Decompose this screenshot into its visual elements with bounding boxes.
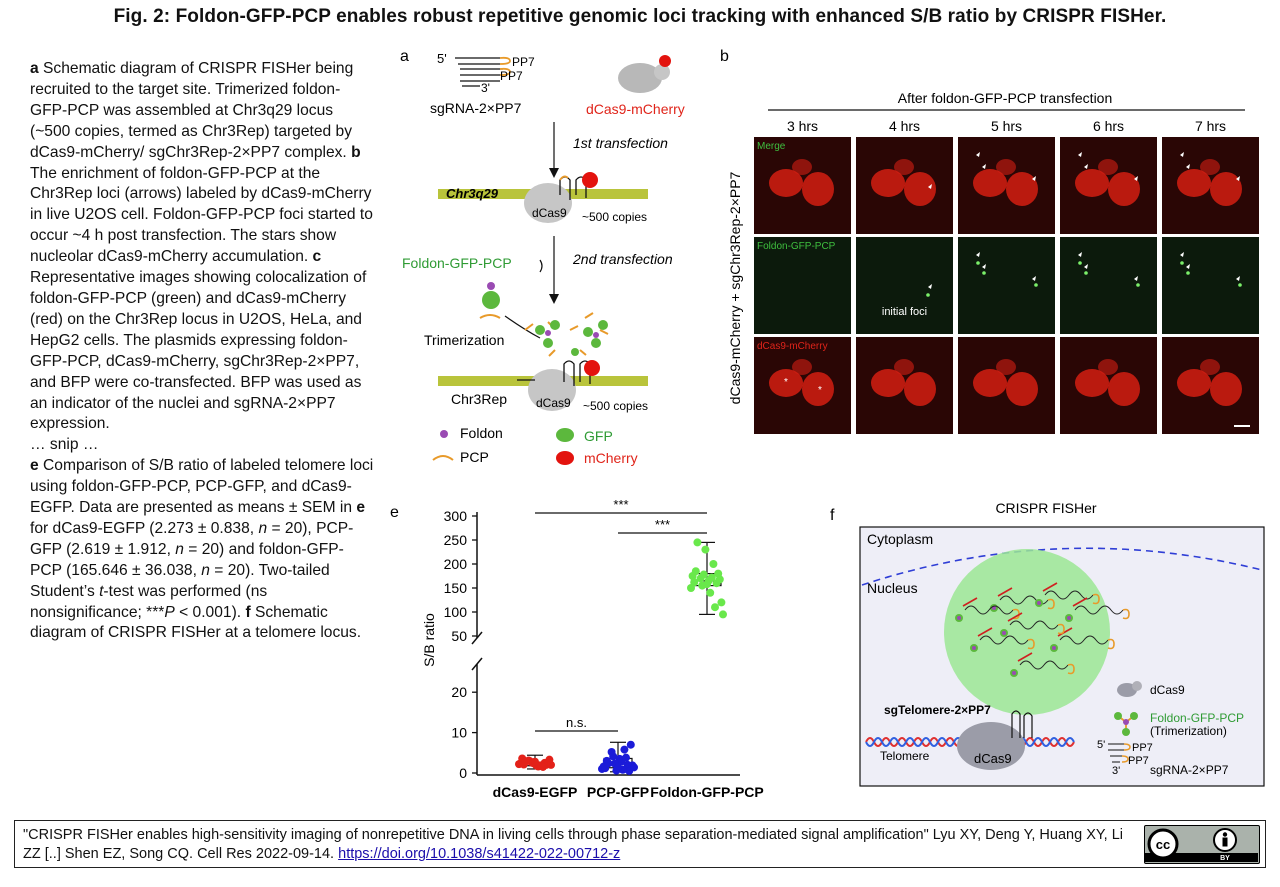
y-tick-label: 0 (459, 765, 467, 781)
bracket (540, 260, 542, 272)
panel-b-label: b (720, 48, 729, 65)
micrograph-tile (1162, 337, 1259, 434)
tile-bg (1060, 237, 1157, 334)
data-point (630, 763, 638, 771)
f-pp7-2: PP7 (1128, 755, 1149, 767)
initial-foci-label: initial foci (881, 306, 928, 318)
y-tick-label: 150 (443, 580, 467, 596)
gfp-focus (982, 271, 986, 275)
second-transfection-label: 2nd transfection (573, 251, 673, 267)
mcherry-bound-1 (582, 172, 598, 188)
data-point (620, 746, 628, 754)
nucleus-blob (1108, 172, 1140, 206)
arrow-trim (505, 316, 540, 338)
legend-inline-e: e (356, 499, 366, 517)
legend-label-e: e (30, 457, 39, 475)
nucleus-blob (1210, 172, 1242, 206)
panel-a (400, 48, 685, 466)
data-point (709, 560, 717, 568)
data-point (539, 763, 547, 771)
panel-f-title: CRISPR FISHer (995, 500, 1097, 516)
significance-label: *** (613, 497, 629, 512)
micrograph-tile (856, 137, 953, 234)
legend-text-e3: = 20), PCP-GFP (2.619 ± 1.912, (30, 519, 354, 558)
row-label-merge: Merge (757, 141, 786, 152)
data-point (622, 754, 630, 762)
gfp-focus (926, 293, 930, 297)
gfp-focus (1084, 271, 1088, 275)
dcas9-inner-label: dCas9 (974, 751, 1012, 766)
sgrna-label: sgRNA-2×PP7 (430, 100, 522, 116)
f-pp7-1: PP7 (1132, 742, 1153, 754)
copies-label-1: ~500 copies (582, 210, 648, 224)
y-tick-label: 250 (443, 532, 467, 548)
tile-bg (856, 237, 953, 334)
sb-ratio-chart (444, 497, 764, 800)
foldon-node (1037, 601, 1041, 605)
micrograph-tile (1162, 137, 1259, 234)
data-point (700, 571, 708, 579)
micrograph-tile (1060, 237, 1157, 334)
panel-b-header: After foldon-GFP-PCP transfection (897, 90, 1113, 106)
nucleolar-star: * (818, 385, 822, 396)
legend-text-a: Schematic diagram of CRISPR FISHer being recruited to the target site. Trimerized foldon-GFP-PCP was assembled at Chr3q29 locus (~500 copies, termed as Chr3Rep) targeted by dCas9-mCherry/ sgChr3Rep-2×PP7 complex. (30, 60, 354, 161)
nucleus-blob (1200, 159, 1220, 175)
legend-text-e6: -test was performed (ns nonsignificance; *** (30, 582, 268, 621)
time-label: 6 hrs (1092, 118, 1125, 134)
y-tick-label: 10 (451, 724, 467, 741)
y-tick-label: 20 (451, 684, 467, 701)
nucleus-label: Nucleus (867, 580, 918, 596)
legend-dcas9: dCas9 (1150, 683, 1185, 697)
data-point (693, 538, 701, 546)
by-text: BY (1220, 855, 1230, 862)
dcas9-label-1: dCas9 (532, 206, 567, 220)
micrograph-tile (1162, 237, 1259, 334)
row-label-mcherry: dCas9-mCherry (757, 341, 828, 352)
significance-label: *** (654, 517, 671, 532)
foldon-node (1067, 616, 1071, 620)
chr3rep-label: Chr3Rep (451, 391, 508, 407)
legend-text-b: The enrichment of foldon-GFP-PCP at the Chr3Rep loci (arrows) labeled by dCas9-mCherry in live U2OS cell. Foldon-GFP-PCP foci started to occur ~4 h post transfection. The stars show nucleolar dCas9-mCherry accumulation. (30, 164, 373, 266)
nucleus-blob (904, 372, 936, 406)
trimerization-label: Trimerization (424, 332, 505, 348)
data-point (719, 610, 727, 618)
legend-text-e5: = 20). Two-tailed Student’s (30, 561, 330, 600)
nucleus-blob (1108, 372, 1140, 406)
gfp-dot (482, 291, 500, 309)
arrow-1-head (549, 168, 559, 178)
legend-text-c: Representative images showing colocalization of foldon-GFP-PCP (green) and dCas9-mCherry (red) on the Chr3Rep locus in U2OS, HeLa, and HepG2 cells. The plasmids expressing foldon-GFP-PCP, dCas9-mCherry, sgChr3Rep-2×PP7, and BFP were co-transfected. BFP was used as an indicator of the nuclei and sgRNA-2×PP7 expression. (30, 269, 367, 433)
time-label: 4 hrs (888, 118, 921, 134)
legend-label-f: f (245, 603, 251, 621)
micrograph-tile (754, 137, 851, 234)
data-point (716, 575, 724, 583)
telomere-label: Telomere (880, 749, 930, 763)
row-label-gfp: Foldon-GFP-PCP (757, 241, 836, 252)
x-tick-label: PCP-GFP (586, 784, 650, 800)
legend-foldon-icon (440, 430, 448, 438)
y-tick-label: 300 (443, 508, 467, 524)
citation (23, 826, 1133, 864)
nucleus-blob (894, 359, 914, 375)
first-transfection-label: 1st transfection (573, 135, 668, 151)
foldon-node (1052, 646, 1056, 650)
cc-by-license-badge[interactable] (1144, 825, 1260, 864)
sgrna-three-prime: 3' (481, 81, 490, 95)
data-point (547, 761, 555, 769)
y-tick-label: 50 (451, 628, 467, 644)
nucleus-blob (802, 172, 834, 206)
legend-P: P (164, 603, 175, 621)
panel-b-side-label: dCas9-mCherry + sgChr3Rep-2×PP7 (727, 171, 743, 405)
tile-bg (1162, 237, 1259, 334)
by-person-body (1223, 838, 1228, 847)
foldon-gfp-pcp-label: Foldon-GFP-PCP (402, 255, 512, 271)
micrograph-tile (958, 237, 1055, 334)
panel-e (390, 497, 764, 800)
nucleus-blob (1200, 359, 1220, 375)
legend-label-c: c (312, 248, 322, 266)
time-labels (787, 118, 1226, 134)
micrograph-tile (754, 237, 851, 334)
nucleolar-star: * (784, 377, 788, 388)
nucleus-blob (792, 159, 812, 175)
y-axis-label: S/B ratio (421, 613, 437, 667)
data-point (692, 567, 700, 575)
legend-n2: n (175, 540, 184, 558)
dcas9-mcherry-label: dCas9-mCherry (586, 101, 685, 117)
f-five-prime: 5' (1097, 739, 1106, 751)
micrograph-tile (1060, 137, 1157, 234)
legend-mcherry-icon (556, 451, 574, 465)
legend-pcp: PCP (460, 449, 489, 465)
legend-text-e1: Comparison of S/B ratio of labeled telomere loci using foldon-GFP-PCP, PCP-GFP, and dCas9-EGFP. Data are presented as means ± SEM in (30, 457, 374, 517)
significance-label: n.s. (566, 715, 587, 730)
legend-text-e2: for dCas9-EGFP (2.273 ± 0.838, (30, 519, 259, 537)
foldon-node (1012, 671, 1016, 675)
legend-gfp: GFP (584, 428, 613, 444)
y-tick-label: 200 (443, 556, 467, 572)
y-tick-label: 100 (443, 604, 467, 620)
legend-foldon: Foldon (460, 425, 503, 441)
data-point (604, 759, 612, 767)
nucleus-blob (1098, 159, 1118, 175)
dcas9-label-2: dCas9 (536, 396, 571, 410)
nucleus-blob (792, 359, 812, 375)
data-point (690, 578, 698, 586)
micrograph-tile (1060, 337, 1157, 434)
data-point (703, 580, 711, 588)
time-label: 5 hrs (990, 118, 1023, 134)
foldon-dot (487, 282, 495, 290)
mcherry-bound-2 (584, 360, 600, 376)
pp7-label-1: PP7 (512, 55, 535, 69)
citation-footer (14, 820, 1266, 868)
legend-t: t (99, 582, 104, 600)
data-point (627, 741, 635, 749)
legend-mcherry: mCherry (584, 450, 638, 466)
micrograph-tile (856, 237, 953, 334)
legend-dcas9-lobe (1132, 681, 1142, 691)
pp7-label-2: PP7 (500, 69, 523, 83)
legend-trim-f: (Trimerization) (1150, 724, 1227, 738)
trimer-cluster (525, 313, 608, 356)
time-label: 7 hrs (1194, 118, 1227, 134)
sgrna-five-prime: 5' (437, 51, 447, 66)
data-point (531, 758, 539, 766)
nucleus-blob (1006, 372, 1038, 406)
by-person-head (1223, 832, 1227, 836)
cc-badge-svg (1145, 826, 1258, 862)
data-point (711, 603, 719, 611)
data-point (706, 589, 714, 597)
nucleus-blob (996, 159, 1016, 175)
nucleus-blob (894, 159, 914, 175)
micrograph-tile (958, 137, 1055, 234)
cytoplasm-label: Cytoplasm (867, 531, 934, 547)
micrograph-tile (754, 337, 851, 434)
arrow-2-head (549, 294, 559, 304)
gfp-focus (1136, 283, 1140, 287)
micrograph-tile (958, 337, 1055, 434)
foldon-node (957, 616, 961, 620)
foldon-node (972, 646, 976, 650)
mcherry-dot (659, 55, 671, 67)
nucleus-blob (996, 359, 1016, 375)
figure-title: Fig. 2: Foldon-GFP-PCP enables robust repetitive genomic loci tracking with enhanced S/B ratio by CRISPR FISHer. (113, 6, 1167, 27)
sgtelomere-label: sgTelomere-2×PP7 (884, 703, 991, 717)
tile-bg (958, 237, 1055, 334)
doi-link[interactable]: https://doi.org/10.1038/s41422-022-00712-z (338, 846, 621, 862)
microscopy-grid (754, 137, 1259, 434)
gfp-focus (976, 261, 980, 265)
legend-text-e4: = 20) and foldon-GFP-PCP (165.646 ± 36.038, (30, 540, 344, 579)
panel-e-label: e (390, 504, 399, 521)
legend-label-a: a (30, 60, 39, 77)
legend-label-b: b (351, 143, 361, 161)
gfp-focus (1034, 283, 1038, 287)
time-label: 3 hrs (786, 118, 819, 134)
gfp-focus (1078, 261, 1082, 265)
legend-n3: n (201, 561, 210, 579)
panel-f-label: f (830, 507, 835, 524)
gfp-focus (1180, 261, 1184, 265)
panel-a-label: a (400, 48, 409, 65)
data-point (717, 598, 725, 606)
copies-label-2: ~500 copies (583, 399, 649, 413)
data-point (708, 573, 716, 581)
pcp-arc (480, 315, 500, 318)
cc-text: cc (1155, 837, 1171, 852)
legend-n1: n (258, 519, 268, 537)
panel-f (830, 500, 1264, 786)
foldon-node (1002, 631, 1006, 635)
x-tick-label: Foldon-GFP-PCP (650, 784, 764, 800)
nucleus-blob (1098, 359, 1118, 375)
nucleus-blob (1006, 172, 1038, 206)
legend-sgrna-f: sgRNA-2×PP7 (1150, 763, 1229, 777)
chr3q29-label: Chr3q29 (446, 186, 499, 201)
panel-b (720, 48, 1259, 434)
data-point (521, 758, 529, 766)
legend-text-e7: < 0.001). (174, 603, 246, 621)
phase-condensate (944, 549, 1110, 715)
legend-gfp-icon (556, 428, 574, 442)
gfp-focus (1238, 283, 1242, 287)
citation-text: "CRISPR FISHer enables high-sensitivity imaging of nonrepetitive DNA in living cells through phase separation-mediated signal amplification" Lyu XY, Deng Y, Huang XY, Li ZZ [..] Shen EZ, Song CQ. Cell Res 2022-09-14. (23, 827, 1124, 862)
f-three-prime: 3' (1112, 765, 1121, 777)
legend-text-f: Schematic diagram of CRISPR FISHer at a telomere locus. (30, 603, 362, 642)
legend-pcp-icon (433, 456, 453, 460)
micrograph-tile (856, 337, 953, 434)
data-point (701, 546, 709, 554)
gfp-focus (1186, 271, 1190, 275)
legend-snip: … snip … (30, 436, 99, 454)
data-point (614, 764, 622, 772)
nucleus-blob (904, 172, 936, 206)
legend-foldon-f: Foldon-GFP-PCP (1150, 711, 1245, 725)
nucleus-blob (1210, 372, 1242, 406)
x-tick-label: dCas9-EGFP (492, 784, 578, 800)
